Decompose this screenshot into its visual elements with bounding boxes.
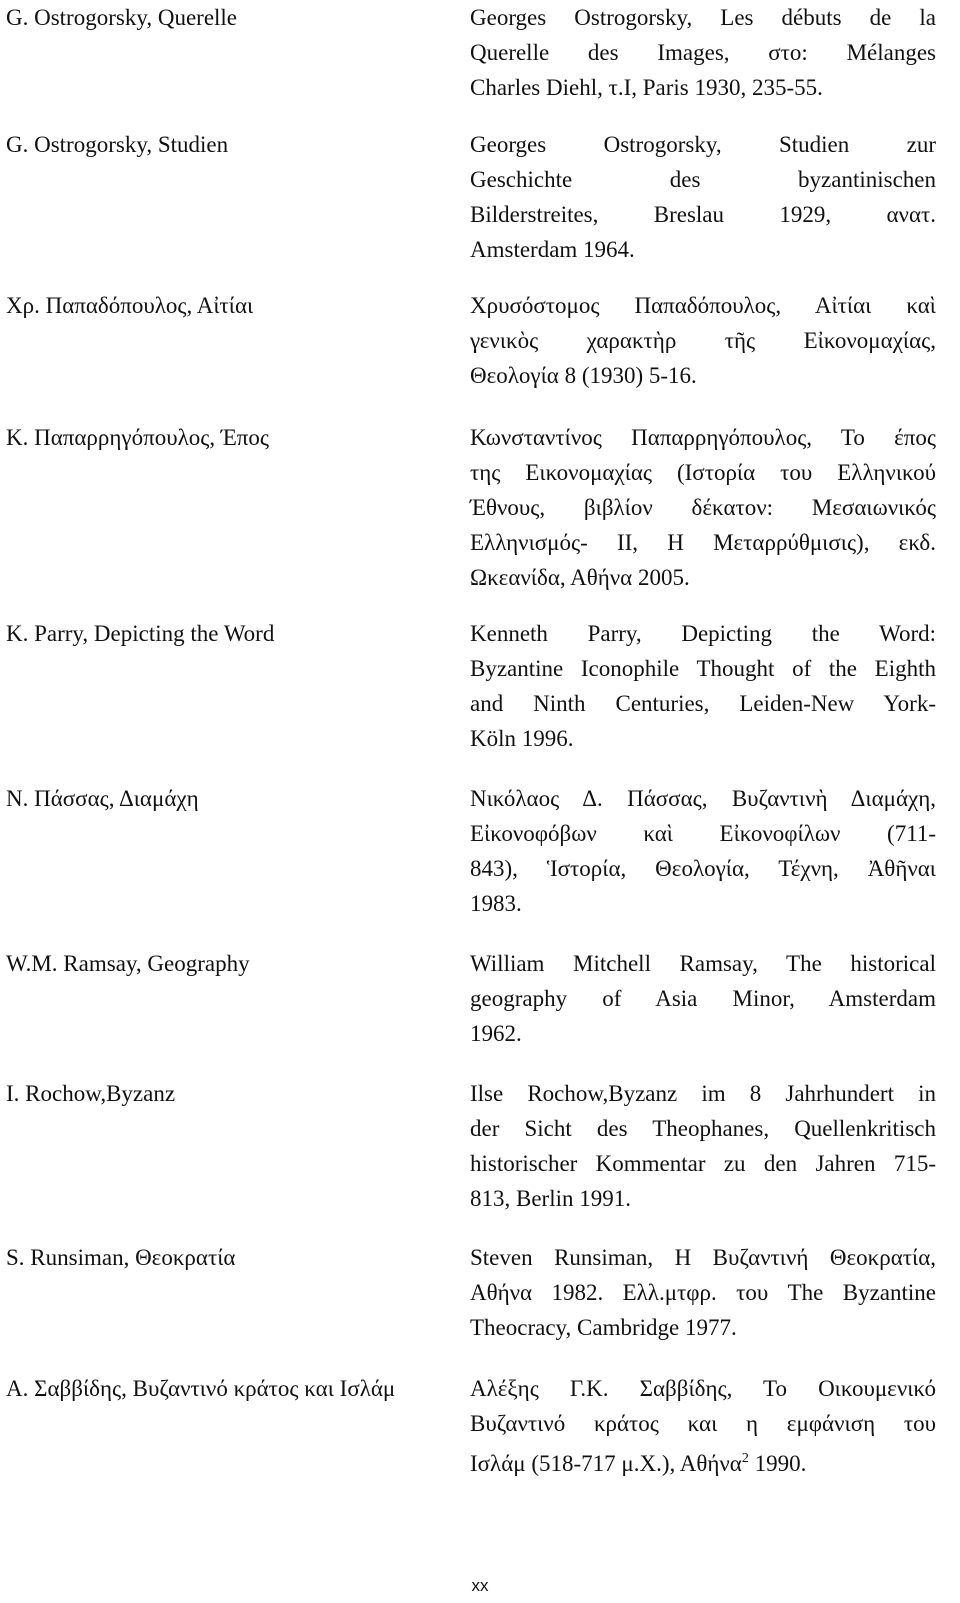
reference-line: γενικὸς χαρακτὴρ τῆς Εἰκονομαχίας, — [470, 328, 936, 353]
entry-abbreviation: Ν. Πάσσας, Διαμάχη — [6, 786, 199, 811]
entry-abbreviation: G. Ostrogorsky, Querelle — [6, 5, 238, 30]
reference-line: Εἰκονοφόβων καὶ Εἰκονοφίλων (711- — [470, 821, 936, 846]
reference-line: Steven Runsiman, Η Βυζαντινή Θεοκρατία, — [470, 1245, 936, 1270]
entry-abbreviation: Κ. Παπαρρηγόπουλος, Έπος — [6, 425, 270, 450]
entry-full-reference — [470, 781, 936, 921]
entry-full-reference — [470, 420, 936, 595]
reference-line: Kenneth Parry, Depicting the Word: — [470, 621, 936, 646]
reference-line: Theocracy, Cambridge 1977. — [470, 1315, 737, 1340]
reference-line: Geschichte des byzantinischen — [470, 167, 936, 192]
entry-full-reference — [470, 1076, 936, 1216]
reference-line: της Εικονομαχίας (Ιστορία του Ελληνικού — [470, 460, 936, 485]
entry-full-reference — [470, 946, 936, 1051]
edition-superscript: 2 — [741, 1451, 749, 1466]
reference-line: Byzantine Iconophile Thought of the Eighth — [470, 656, 936, 681]
reference-line: William Mitchell Ramsay, The historical — [470, 951, 936, 976]
entry-full-reference — [470, 616, 936, 756]
reference-line: 843), Ἱστορία, Θεολογία, Τέχνη, Ἀθῆναι — [470, 856, 936, 881]
page-number: xx — [471, 1576, 489, 1595]
reference-line: Ωκεανίδα, Αθήνα 2005. — [470, 565, 690, 590]
entry-abbreviation: I. Rochow,Byzanz — [6, 1081, 176, 1106]
entry-abbreviation: G. Ostrogorsky, Studien — [6, 132, 229, 157]
reference-line: geography of Asia Minor, Amsterdam — [470, 986, 936, 1011]
reference-line: der Sicht des Theophanes, Quellenkritisch — [470, 1116, 936, 1141]
entry-abbreviation: K. Parry, Depicting the Word — [6, 621, 275, 646]
reference-line: Χρυσόστομος Παπαδόπουλος, Αἰτίαι καὶ — [470, 293, 936, 318]
reference-line: Bilderstreites, Breslau 1929, ανατ. — [470, 202, 936, 227]
entry-abbreviation: Χρ. Παπαδόπουλος, Αἰτίαι — [6, 293, 254, 318]
reference-line-text: Ισλάμ (518-717 μ.Χ.), Αθήνα — [470, 1451, 742, 1476]
reference-line: Georges Ostrogorsky, Les débuts de la — [470, 5, 936, 30]
reference-line: Ilse Rochow,Byzanz im 8 Jahrhundert in — [470, 1081, 936, 1106]
entry-full-reference — [470, 1371, 936, 1476]
reference-line: Amsterdam 1964. — [470, 237, 635, 262]
reference-line: Θεολογία 8 (1930) 5-16. — [470, 363, 697, 388]
reference-line: Αθήνα 1982. Ελλ.μτφρ. του The Byzantine — [470, 1280, 936, 1305]
reference-line: and Ninth Centuries, Leiden-New York- — [470, 691, 936, 716]
reference-line: 1983. — [470, 891, 522, 916]
entry-full-reference — [470, 1240, 936, 1345]
entry-full-reference — [470, 127, 936, 267]
entry-abbreviation: S. Runsiman, Θεοκρατία — [6, 1245, 236, 1270]
reference-line: Charles Diehl, τ.I, Paris 1930, 235-55. — [470, 75, 823, 100]
reference-line-text: 1990. — [748, 1451, 807, 1476]
entry-full-reference — [470, 0, 936, 105]
entry-abbreviation: W.M. Ramsay, Geography — [6, 951, 250, 976]
reference-line: Βυζαντινό κράτος και η εμφάνιση του — [470, 1411, 936, 1436]
reference-line: Κωνσταντίνος Παπαρρηγόπουλος, Το έπος — [470, 425, 936, 450]
reference-line: 1962. — [470, 1021, 522, 1046]
entry-full-reference — [470, 288, 936, 393]
reference-line: Νικόλαος Δ. Πάσσας, Βυζαντινὴ Διαμάχη, — [470, 786, 936, 811]
reference-line: Έθνους, βιβλίον δέκατον: Μεσαιωνικός — [470, 495, 936, 520]
entry-abbreviation: Α. Σαββίδης, Βυζαντινό κράτος και Ισλάμ — [6, 1376, 396, 1401]
reference-line: Köln 1996. — [470, 726, 574, 751]
reference-line: Αλέξης Γ.Κ. Σαββίδης, Το Οικουμενικό — [470, 1376, 936, 1401]
reference-line: historischer Kommentar zu den Jahren 715- — [470, 1151, 936, 1176]
reference-line: Ελληνισμός- ΙΙ, Η Μεταρρύθμισις), εκδ. — [470, 530, 936, 555]
reference-line — [470, 1441, 936, 1476]
reference-line: 813, Berlin 1991. — [470, 1186, 631, 1211]
reference-line: Querelle des Images, στο: Mélanges — [470, 40, 936, 65]
reference-line: Georges Ostrogorsky, Studien zur — [470, 132, 936, 157]
